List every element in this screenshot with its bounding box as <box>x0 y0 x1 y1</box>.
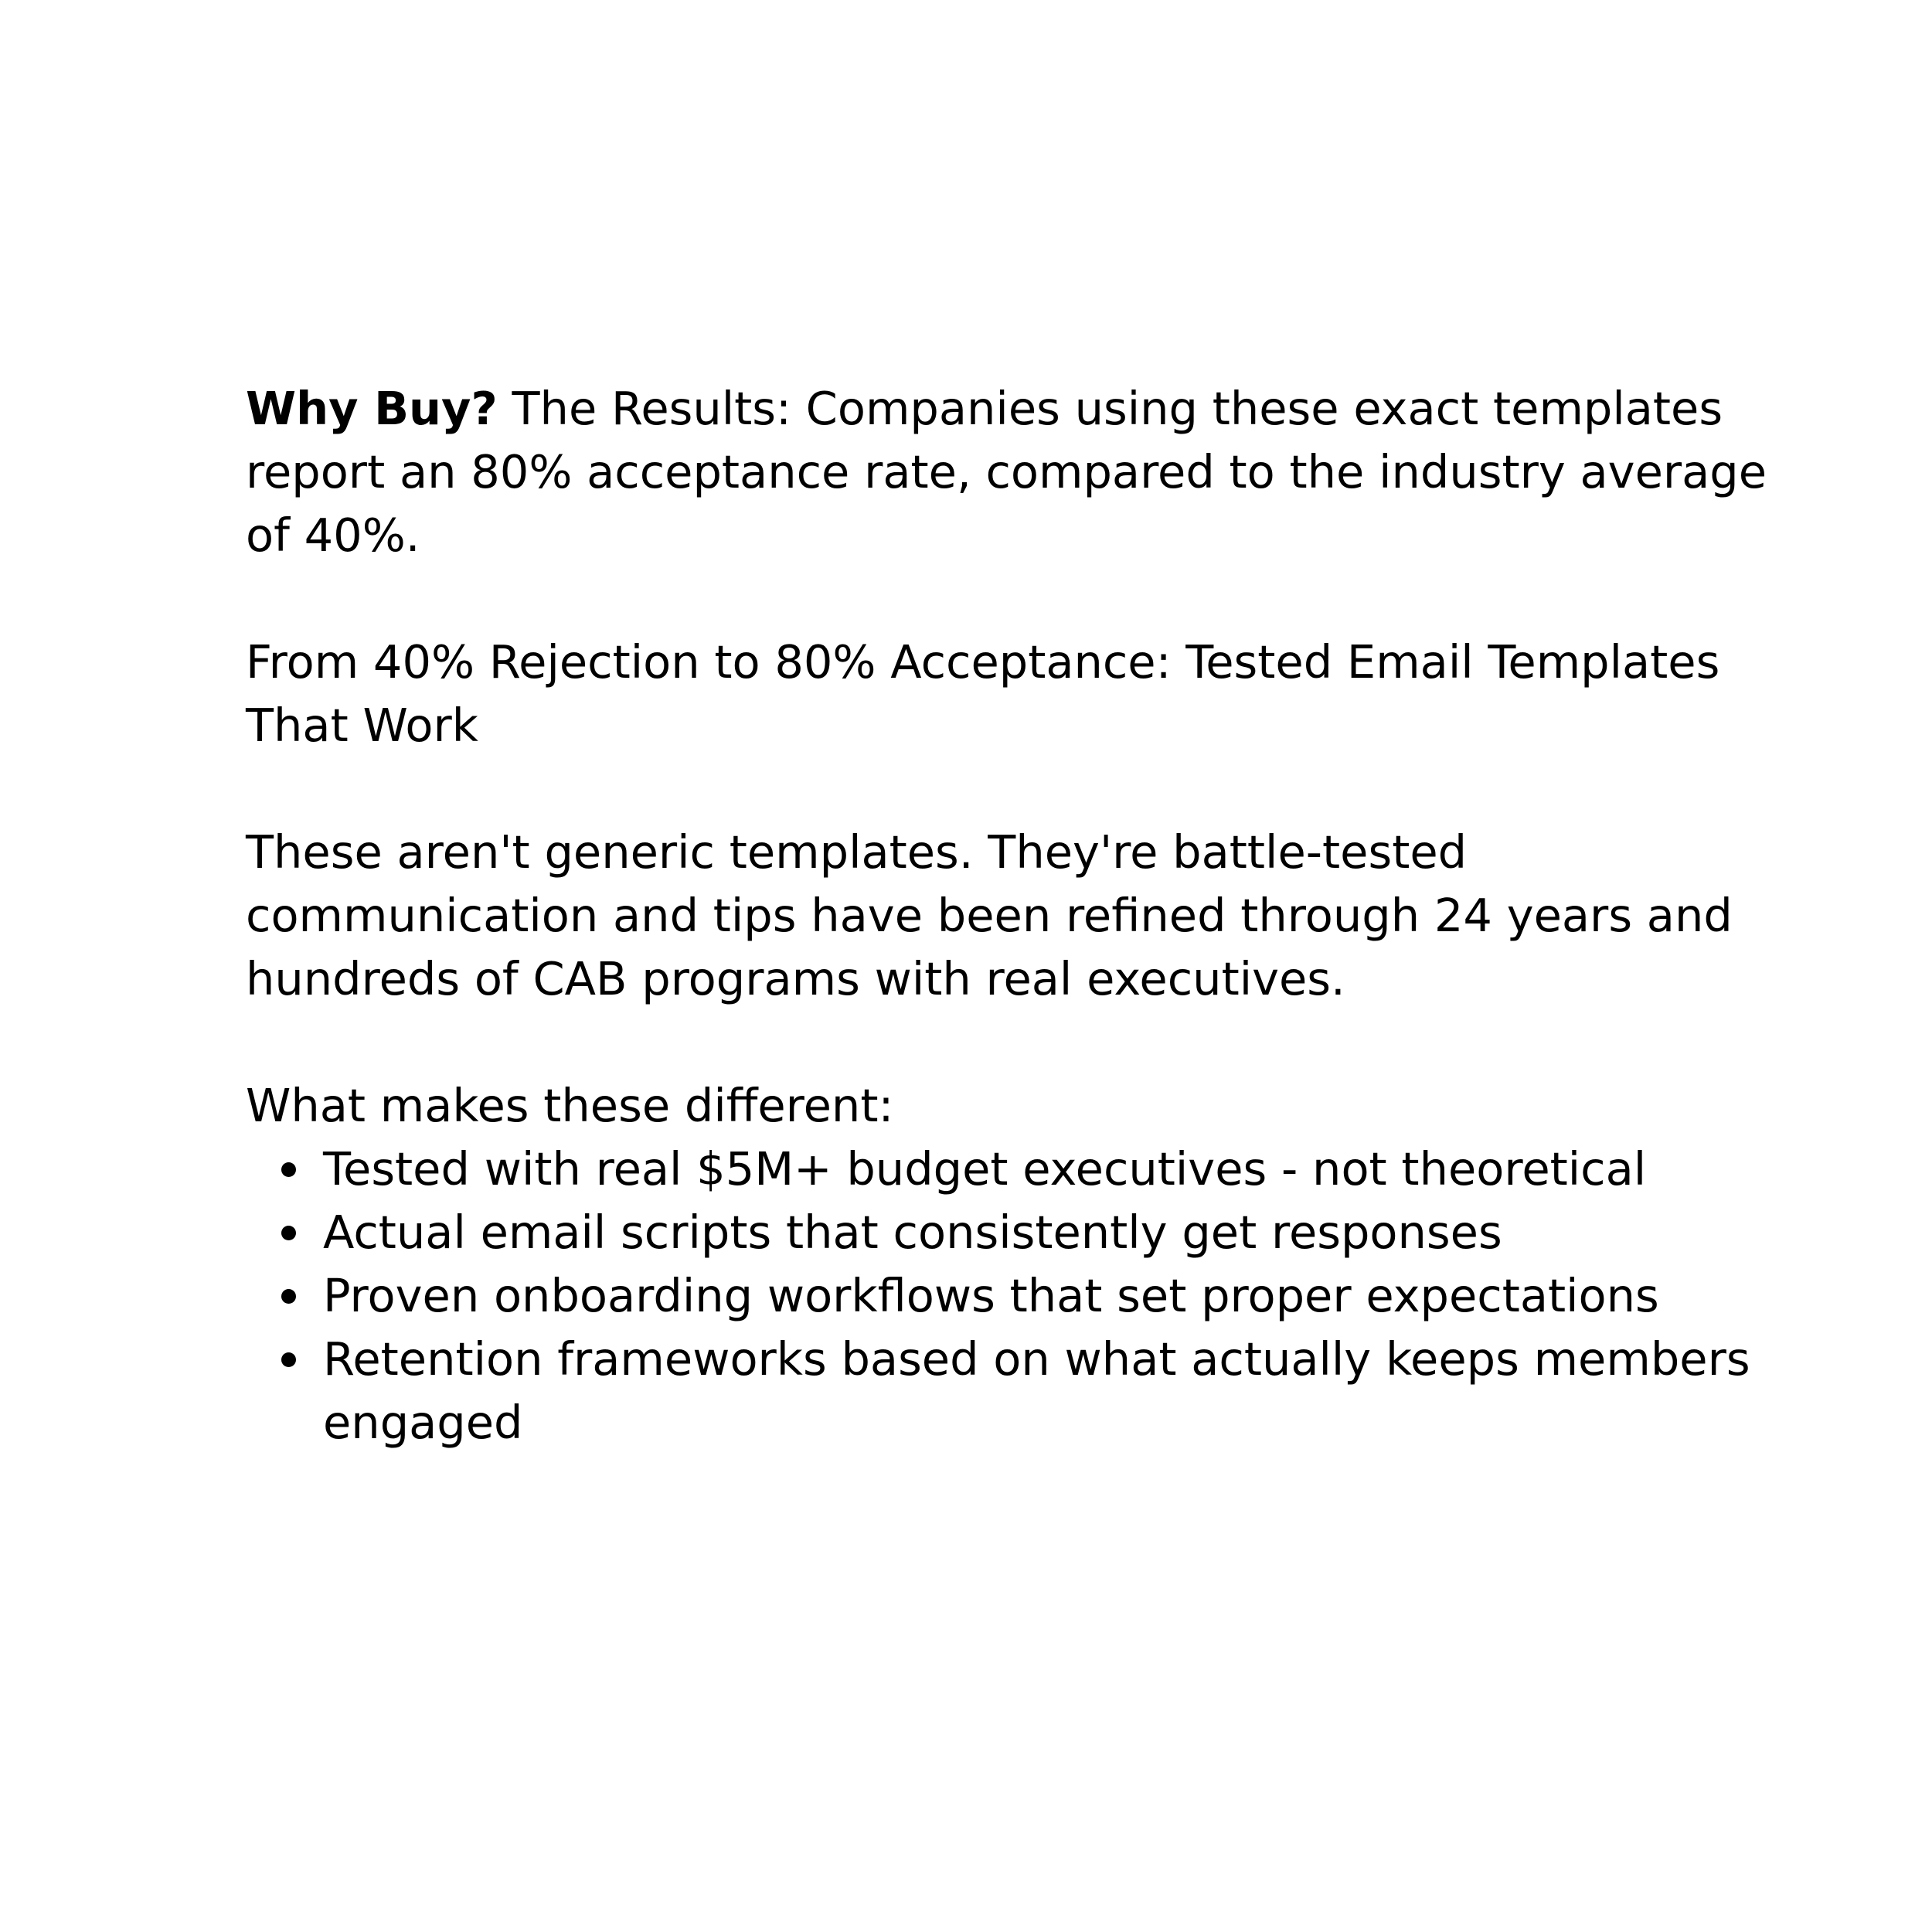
list-item-text: Tested with real $5M+ budget executives - not theoretical <box>323 1142 1647 1196</box>
list-item-text: Retention frameworks based on what actually keeps members engaged <box>323 1332 1750 1449</box>
differences-list <box>246 1138 1776 1454</box>
list-item-text: Actual email scripts that consistently get responses <box>323 1206 1502 1259</box>
intro-paragraph <box>246 377 1776 567</box>
bullet-icon <box>281 1352 296 1367</box>
intro-bold-lead: Why Buy? <box>246 382 498 435</box>
list-item <box>323 1264 1776 1328</box>
list-item <box>323 1138 1776 1201</box>
list-item <box>323 1201 1776 1264</box>
list-item <box>323 1328 1776 1454</box>
bullet-icon <box>281 1162 296 1177</box>
list-item-text: Proven onboarding workflows that set proper expectations <box>323 1269 1659 1322</box>
differences-lead: What makes these different: <box>246 1079 894 1132</box>
description-paragraph: These aren't generic templates. They're battle-tested communication and tips have been refined through 24 years and hundreds of CAB programs with real executives. <box>246 825 1733 1005</box>
headline-paragraph: From 40% Rejection to 80% Acceptance: Tested Email Templates That Work <box>246 635 1720 752</box>
bullet-icon <box>281 1289 296 1304</box>
intro-text: The Results: Companies using these exact templates report an 80% acceptance rate, compared to the industry average of 40%. <box>246 382 1767 562</box>
document-body <box>246 377 1776 1454</box>
bullet-icon <box>281 1226 296 1240</box>
